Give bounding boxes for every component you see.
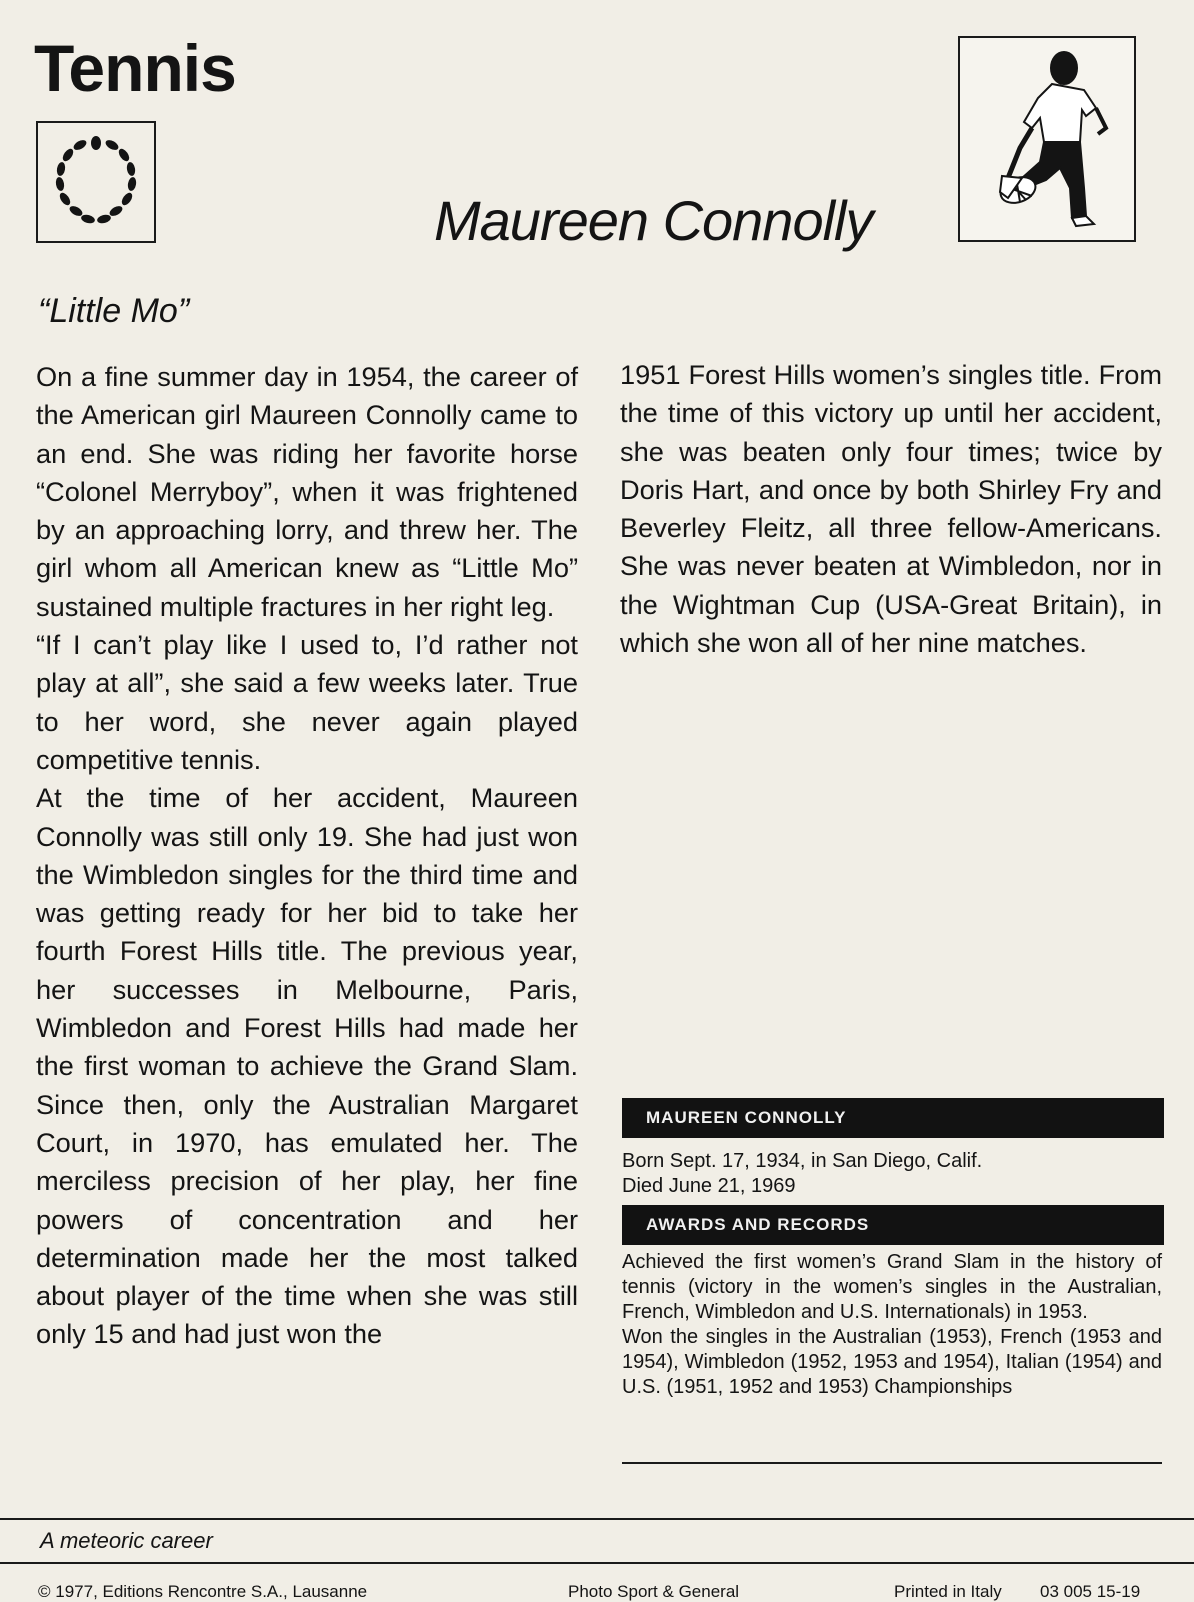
award-item: Achieved the first women’s Grand Slam in the history of tennis (victory in the women’s singles in the Australian, French, Wimbledon and U.S. Internationals) in 1953. [622, 1251, 1162, 1323]
footer-card-code: 03 005 15-19 [1040, 1582, 1141, 1601]
article-paragraph: At the time of her accident, Maureen Connolly was still only 19. She had just won the Wimbledon singles for the third time and was getting ready for her bid to take her fourth Forest Hills title. The previous year, her successes in Melbourne, Paris, Wimbledon and Forest Hills had made her the first woman to achieve the Grand Slam. Since then, only the Australian Margaret Court, in 1970, has emulated her. The merciless precision of her play, her fine powers of concentration and her determination made her the most talked about player of the time when she was still only 15 and had just won the [36, 782, 578, 1350]
article-left-column [36, 358, 578, 1354]
bio-box-text [622, 1149, 1162, 1199]
footer-copyright: © 1977, Editions Rencontre S.A., Lausanne [38, 1582, 368, 1601]
awards-box-text [622, 1250, 1162, 1400]
awards-bottom-rule [622, 1462, 1162, 1464]
card-caption: A meteoric career [40, 1528, 213, 1553]
player-name-title: Maureen Connolly [434, 189, 873, 252]
award-item: Won the singles in the Australian (1953), French (1953 and 1954), Wimbledon (1952, 1953 and 1954), Italian (1954) and U.S. (1951, 1952 and 1953) Championships [622, 1326, 1162, 1398]
caption-top-rule [0, 1518, 1194, 1520]
bio-box-header: MAUREEN CONNOLLY [622, 1098, 1164, 1138]
nickname-subtitle: “Little Mo” [38, 292, 190, 330]
footer-printed: Printed in Italy [894, 1582, 1002, 1601]
footer-photo-credit: Photo Sport & General [568, 1582, 740, 1601]
awards-box-header: AWARDS AND RECORDS [622, 1205, 1164, 1245]
sport-title: Tennis [34, 31, 236, 105]
article-paragraph: “If I can’t play like I used to, I’d rather not play at all”, she said a few weeks later. True to her word, she never again played competitive tennis. [36, 629, 578, 775]
laurel-wreath-icon [46, 131, 146, 233]
article-right-column [620, 356, 1162, 662]
bio-born: Born Sept. 17, 1934, in San Diego, Calif. [622, 1150, 983, 1172]
footer-top-rule [0, 1562, 1194, 1564]
tennis-player-illustration [958, 36, 1136, 242]
tennis-player-icon [960, 38, 1134, 240]
article-paragraph: On a fine summer day in 1954, the career of the American girl Maureen Connolly came to an end. She was riding her favorite horse “Colonel Merryboy”, when it was frightened by an approaching lorry, and threw her. The girl whom all American knew as “Little Mo” sustained multiple fractures in her right leg. [36, 361, 578, 622]
article-paragraph: 1951 Forest Hills women’s singles title. From the time of this victory up until her accident, she was beaten only four times; twice by Doris Hart, and once by both Shirley Fry and Beverley Fleitz, all three fellow-Americans. She was never beaten at Wimbledon, nor in the Wightman Cup (USA-Great Britain), in which she won all of her nine matches. [620, 359, 1162, 659]
laurel-wreath-emblem [36, 121, 156, 243]
bio-died: Died June 21, 1969 [622, 1175, 796, 1197]
